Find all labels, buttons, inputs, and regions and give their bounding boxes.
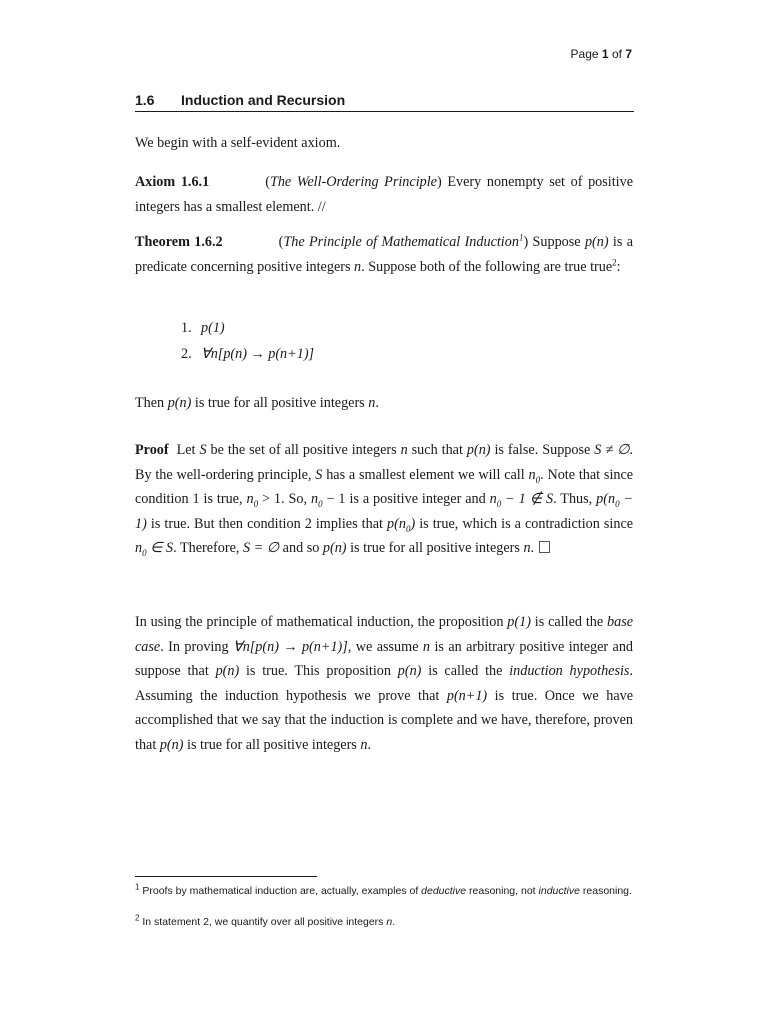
subscript-zero: 0 bbox=[496, 498, 502, 509]
inductive-term: inductive bbox=[538, 885, 580, 897]
base-case-term: base case bbox=[135, 614, 634, 655]
closing-text: is called the bbox=[428, 663, 503, 679]
var-n: n bbox=[360, 736, 368, 753]
period: . bbox=[530, 540, 535, 556]
proof-text: has a smallest element we will call bbox=[326, 466, 525, 483]
gt-one-expr: > 1 bbox=[258, 491, 282, 507]
not-in-S-expr: − 1 ∉ S bbox=[501, 491, 554, 507]
var-n: n bbox=[400, 442, 408, 458]
var-n0: n bbox=[310, 491, 319, 507]
predicate-expr: p(n) bbox=[159, 736, 184, 753]
predicate-expr: p(n) bbox=[215, 663, 240, 679]
proof-text: . By the well-ordering principle, bbox=[135, 442, 633, 483]
condition-item bbox=[181, 341, 314, 367]
var-n: n bbox=[354, 258, 362, 275]
proof-text: is true. But then condition 2 implies that bbox=[150, 515, 383, 532]
proof-text: such that bbox=[411, 442, 463, 458]
conclusion-paragraph bbox=[135, 391, 633, 416]
predicate-expr: p(n) bbox=[584, 234, 609, 250]
period: . bbox=[392, 916, 396, 928]
p-expr: p(n bbox=[596, 491, 616, 507]
theorem-name-footnote-ref: 1 bbox=[518, 232, 524, 243]
section-title: Induction and Recursion bbox=[181, 92, 346, 108]
theorem-true-word: true bbox=[590, 258, 613, 275]
period: . bbox=[367, 736, 372, 753]
colon: : bbox=[616, 258, 621, 275]
condition-item bbox=[181, 315, 314, 341]
var-n: n bbox=[368, 395, 376, 411]
section-number: 1.6 bbox=[135, 92, 155, 108]
condition-number: 1. bbox=[181, 320, 192, 336]
conditions-list bbox=[181, 315, 314, 367]
proof-text: is a positive integer and bbox=[349, 491, 486, 507]
proof-label: Proof bbox=[135, 442, 169, 458]
proof-text: . So, bbox=[281, 491, 308, 507]
footnote-2 bbox=[135, 915, 635, 930]
total-pages-number: 7 bbox=[625, 47, 632, 61]
theorem-text-c: . Suppose both of the following are true bbox=[361, 258, 587, 275]
footnote-1 bbox=[135, 884, 635, 899]
predicate-expr: p(n) bbox=[322, 540, 347, 556]
var-n0: n bbox=[135, 540, 143, 556]
axiom-name: The Well-Ordering Principle bbox=[269, 174, 437, 190]
footnote-mark: 2 bbox=[135, 913, 140, 923]
period: . bbox=[540, 466, 544, 483]
predicate-expr: p(n) bbox=[397, 663, 422, 679]
p-expr-end: − 1) bbox=[135, 491, 634, 532]
subscript-zero: 0 bbox=[405, 523, 411, 534]
proof-text: Let bbox=[176, 442, 196, 458]
closing-text: . Assuming the induction hypothesis we prove that bbox=[135, 663, 633, 704]
true-footnote-ref: 2 bbox=[612, 256, 617, 267]
conclusion-text-a: Then bbox=[135, 395, 165, 411]
induction-step-expr: ∀n[p(n) → p(n+1)] bbox=[232, 638, 348, 655]
subscript-zero: 0 bbox=[318, 498, 323, 509]
condition-expr: ∀n[p(n) → p(n+1)] bbox=[201, 346, 315, 362]
closing-text: . In proving bbox=[160, 638, 229, 655]
pn1-expr: p(n+1) bbox=[446, 687, 488, 704]
closing-text: is called the bbox=[534, 614, 604, 630]
closing-text: is an arbitrary positive integer and suppose that bbox=[135, 638, 634, 679]
theorem-block: Theorem 1.6.2 (The Principle of Mathematical Induction$^1$) Suppose p(n) is a predicate concerning positive integers n. Suppose both of the following are true true$^2$: bbox=[135, 232, 633, 275]
minus-one-expr: − 1 bbox=[322, 491, 346, 507]
footnote-mark: 1 bbox=[135, 882, 140, 892]
var-n: n bbox=[523, 540, 531, 556]
proof-text: is false. Suppose bbox=[494, 442, 591, 458]
predicate-expr: p(n) bbox=[167, 395, 192, 411]
intro-text: We begin with a self-evident axiom. bbox=[135, 135, 341, 151]
proof-text: be the set of all positive integers bbox=[210, 442, 397, 458]
var-n: n bbox=[386, 916, 393, 928]
subscript-zero: 0 bbox=[142, 547, 147, 558]
page-label: Page bbox=[570, 47, 599, 61]
theorem-text-a: Suppose bbox=[532, 234, 581, 250]
var-n: n bbox=[422, 638, 431, 655]
subscript-zero: 0 bbox=[615, 498, 620, 509]
qed-box-icon bbox=[539, 541, 550, 553]
var-S: S bbox=[199, 442, 207, 458]
proof-text: positive integers bbox=[426, 540, 520, 556]
var-S: S bbox=[315, 466, 323, 483]
theorem-label: Theorem 1.6.2 bbox=[135, 234, 223, 250]
proof-text: is true for all bbox=[350, 540, 423, 556]
footnote-text: reasoning, not bbox=[469, 885, 536, 897]
footnote-text: reasoning. bbox=[582, 885, 632, 897]
set-nonempty-expr: S ≠ ∅ bbox=[594, 442, 630, 458]
closing-text: is true. This proposition bbox=[245, 663, 391, 679]
proof-text: which is a contradiction since bbox=[462, 515, 634, 532]
induction-hypothesis-term: induction hypothesis bbox=[509, 663, 630, 679]
proof-text: . Thus, bbox=[553, 491, 593, 507]
condition-expr: p(1) bbox=[201, 320, 225, 336]
footnote-separator bbox=[135, 876, 317, 877]
conclusion-text-b: is true for all positive integers bbox=[194, 395, 365, 411]
subscript-zero: 0 bbox=[535, 474, 541, 485]
theorem-text-b: is a predicate concerning positive integers bbox=[135, 234, 633, 275]
var-n0: n bbox=[528, 466, 536, 483]
proof-text: and so bbox=[282, 540, 320, 556]
p-expr: p(n bbox=[387, 515, 406, 532]
section-heading bbox=[135, 92, 634, 112]
proof-text: . Therefore, bbox=[173, 540, 240, 556]
period: . bbox=[375, 395, 379, 411]
predicate-expr: p(n) bbox=[466, 442, 491, 458]
subscript-zero: 0 bbox=[253, 498, 259, 509]
closing-text: , we assume bbox=[347, 638, 419, 655]
axiom-text: Every nonempty set of positive integers has a smallest element. // bbox=[135, 174, 633, 215]
page-header bbox=[571, 47, 632, 61]
proof-text: Note that since condition 1 is true, bbox=[135, 466, 634, 507]
footnote-text: Proofs by mathematical induction are, actually, examples of bbox=[142, 885, 419, 897]
footnote-text: In statement 2, we quantify over all positive integers bbox=[142, 916, 384, 928]
set-empty-expr: S = ∅ bbox=[243, 540, 280, 556]
closing-text: is true for all positive integers bbox=[187, 736, 357, 753]
deductive-term: deductive bbox=[421, 885, 467, 897]
in-S-expr: ∈ S bbox=[146, 540, 174, 556]
proof-text: is true, bbox=[419, 515, 459, 532]
p-expr-end: ) bbox=[410, 515, 416, 532]
theorem-name: The Principle of Mathematical Induction bbox=[283, 234, 519, 250]
axiom-block: Axiom 1.6.1 (The Well-Ordering Principle) Every nonempty set of positive integers has a smallest element. // bbox=[135, 174, 633, 215]
p1-expr: p(1) bbox=[507, 614, 531, 630]
axiom-label: Axiom 1.6.1 bbox=[135, 174, 210, 190]
var-n0: n bbox=[489, 491, 497, 507]
condition-number: 2. bbox=[181, 346, 192, 362]
proof-paragraph bbox=[135, 438, 633, 561]
intro-paragraph bbox=[135, 131, 633, 156]
var-n0: n bbox=[246, 491, 254, 507]
closing-text: is true. Once we have accomplished that we say that the induction is complete and we have, therefore, proven that bbox=[135, 687, 634, 753]
closing-text: In using the principle of mathematical induction, the proposition bbox=[135, 614, 504, 630]
of-label: of bbox=[611, 47, 622, 61]
closing-paragraph bbox=[135, 610, 633, 757]
current-page-number: 1 bbox=[601, 47, 609, 61]
